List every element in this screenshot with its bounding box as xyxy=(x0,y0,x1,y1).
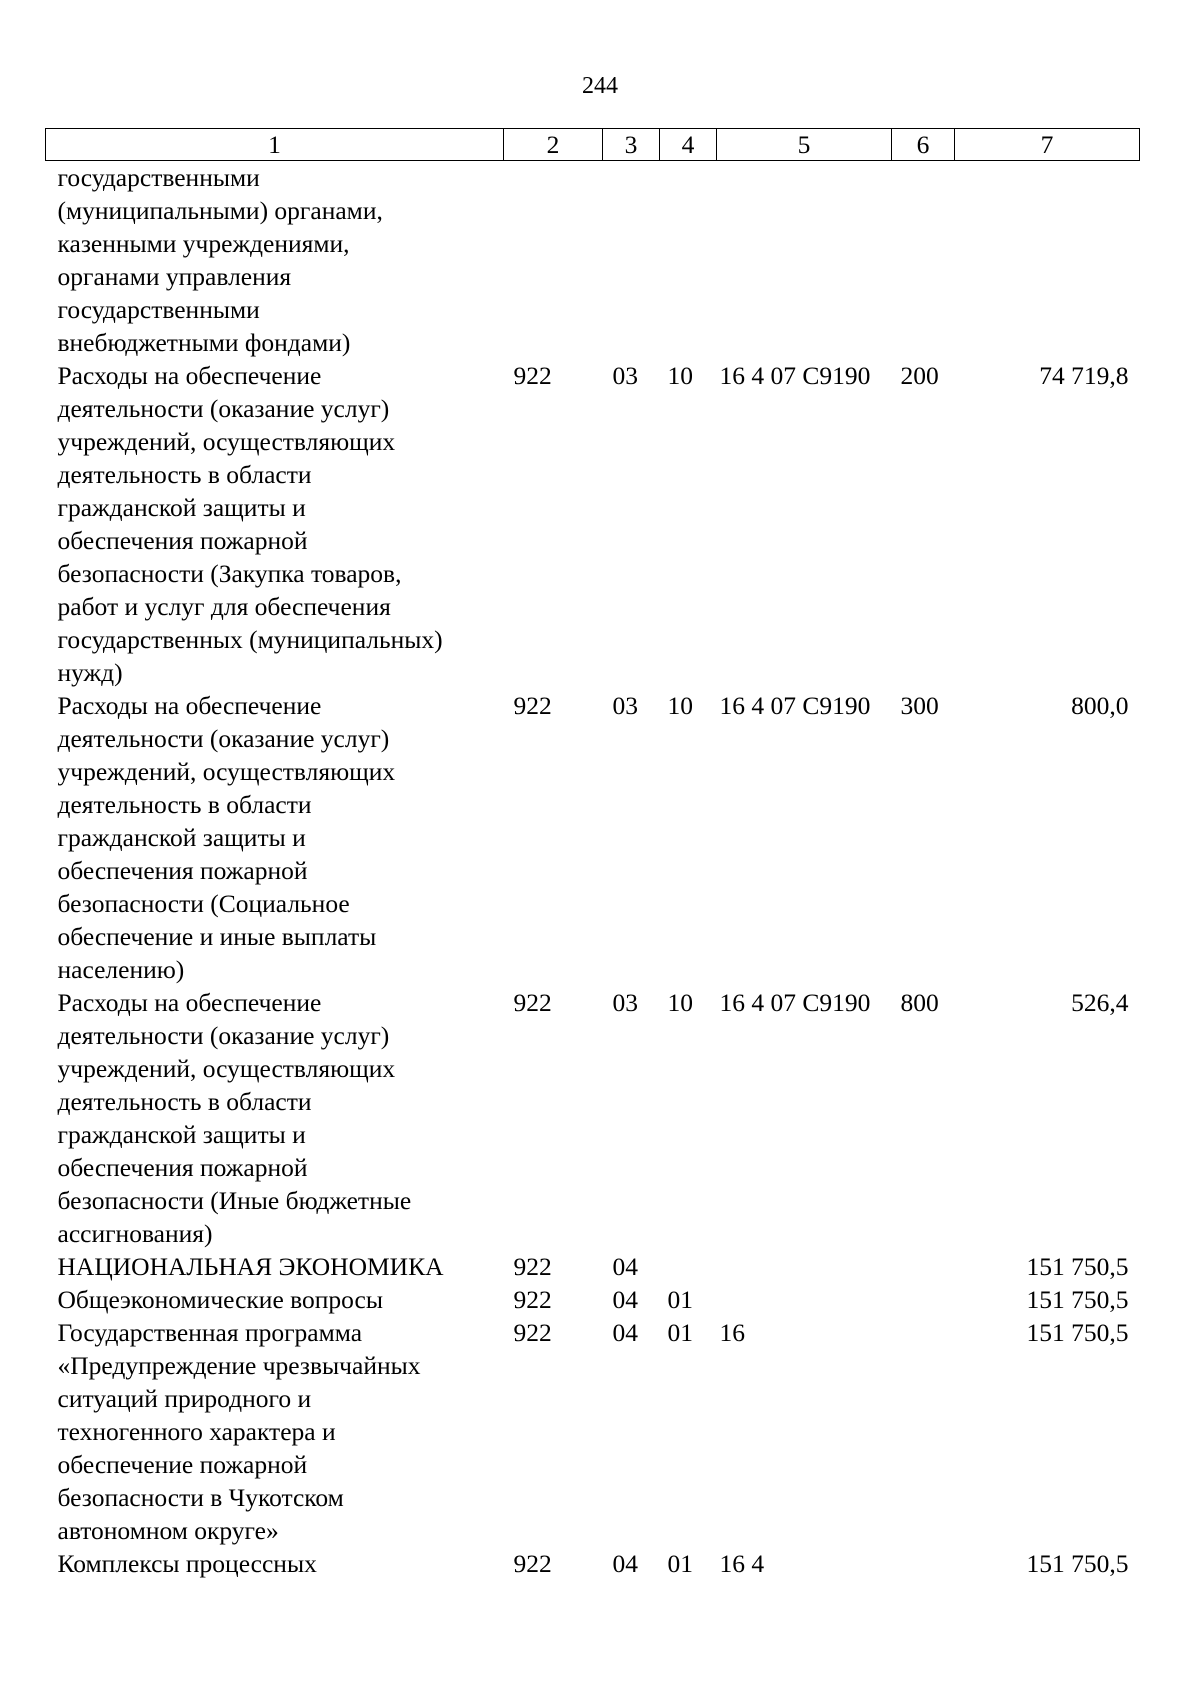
target-article-cell: 16 4 07 С9190 xyxy=(719,691,871,720)
amount-cell: 800,0 xyxy=(1071,691,1129,720)
item-name-line: безопасности (Закупка товаров, xyxy=(57,559,402,588)
subsection-code-cell: 10 xyxy=(667,361,693,390)
item-name-cell xyxy=(46,161,504,360)
item-name-line: деятельности (оказание услуг) xyxy=(57,394,390,423)
expense-type-cell xyxy=(892,1283,955,1316)
item-name-line: работ и услуг для обеспечения xyxy=(57,592,391,621)
subsection-code-cell: 01 xyxy=(667,1549,693,1578)
item-name-line: Расходы на обеспечение xyxy=(57,361,322,390)
section-code-cell: 04 xyxy=(612,1318,638,1347)
expense-type-cell xyxy=(892,1250,955,1283)
item-name-cell xyxy=(46,1283,504,1316)
target-article-cell: 16 4 07 С9190 xyxy=(719,988,871,1017)
item-name-line: нужд) xyxy=(57,658,123,687)
item-name-line: безопасности в Чукотском xyxy=(57,1483,344,1512)
expense-type-cell: 800 xyxy=(900,988,939,1017)
item-name-line: Расходы на обеспечение xyxy=(57,988,322,1017)
amount-cell: 526,4 xyxy=(1071,988,1129,1017)
target-article-cell xyxy=(717,1283,892,1316)
header-cell: 1 xyxy=(46,129,504,161)
item-name-cell xyxy=(46,1250,504,1283)
subsection-code-cell xyxy=(660,1250,717,1283)
table-row xyxy=(46,689,1140,986)
amount-cell: 151 750,5 xyxy=(1026,1549,1129,1578)
item-name-cell xyxy=(46,986,504,1250)
ministry-code-cell xyxy=(504,161,603,360)
ministry-code-cell: 922 xyxy=(513,1285,552,1314)
header-row xyxy=(46,129,1140,161)
item-name-line: деятельность в области xyxy=(57,790,312,819)
item-name-line: НАЦИОНАЛЬНАЯ ЭКОНОМИКА xyxy=(57,1252,444,1281)
table-row xyxy=(46,1250,1140,1283)
expense-type-cell: 300 xyxy=(900,691,939,720)
item-name-line: обеспечения пожарной xyxy=(57,1153,308,1182)
amount-cell xyxy=(955,161,1140,360)
item-name-line: учреждений, осуществляющих xyxy=(57,1054,396,1083)
section-code-cell: 03 xyxy=(612,691,638,720)
expense-type-cell xyxy=(892,161,955,360)
item-name-line: безопасности (Иные бюджетные xyxy=(57,1186,412,1215)
item-name-line: государственных (муниципальных) xyxy=(57,625,443,654)
item-name-line: гражданской защиты и xyxy=(57,493,306,522)
item-name-line: ситуаций природного и xyxy=(57,1384,312,1413)
target-article-cell xyxy=(717,1250,892,1283)
section-code-cell: 04 xyxy=(612,1285,638,1314)
expense-type-cell: 200 xyxy=(900,361,939,390)
table-body xyxy=(46,161,1140,1581)
subsection-code-cell: 01 xyxy=(667,1285,693,1314)
ministry-code-cell: 922 xyxy=(513,1318,552,1347)
item-name-line: казенными учреждениями, xyxy=(57,229,350,258)
ministry-code-cell: 922 xyxy=(513,691,552,720)
item-name-line: деятельности (оказание услуг) xyxy=(57,1021,390,1050)
table-row xyxy=(46,359,1140,689)
item-name-line: учреждений, осуществляющих xyxy=(57,427,396,456)
item-name-line: ассигнования) xyxy=(57,1219,213,1248)
page-number: 244 xyxy=(582,73,618,99)
expense-type-cell xyxy=(892,1316,955,1547)
header-cell: 2 xyxy=(504,129,603,161)
item-name-line: органами управления xyxy=(57,262,292,291)
item-name-line: автономном округе» xyxy=(57,1516,279,1545)
table-row xyxy=(46,1316,1140,1547)
subsection-code-cell: 01 xyxy=(667,1318,693,1347)
item-name-line: учреждений, осуществляющих xyxy=(57,757,396,786)
header-cell: 4 xyxy=(660,129,717,161)
item-name-cell xyxy=(46,359,504,689)
ministry-code-cell: 922 xyxy=(513,1549,552,1578)
item-name-line: деятельность в области xyxy=(57,460,312,489)
item-name-line: населению) xyxy=(57,955,185,984)
table-row xyxy=(46,986,1140,1250)
item-name-line: государственными xyxy=(57,295,260,324)
target-article-cell: 16 xyxy=(719,1318,745,1347)
table-row xyxy=(46,161,1140,360)
header-cell: 3 xyxy=(603,129,660,161)
item-name-line: Общеэкономические вопросы xyxy=(57,1285,383,1314)
section-code-cell: 04 xyxy=(612,1549,638,1578)
item-name-line: государственными xyxy=(57,163,260,192)
item-name-line: гражданской защиты и xyxy=(57,823,306,852)
item-name-line: Комплексы процессных xyxy=(57,1549,317,1578)
table-row xyxy=(46,1547,1140,1580)
ministry-code-cell: 922 xyxy=(513,988,552,1017)
target-article-cell: 16 4 xyxy=(719,1549,765,1578)
ministry-code-cell: 922 xyxy=(513,1252,552,1281)
target-article-cell xyxy=(717,161,892,360)
section-code-cell: 03 xyxy=(612,988,638,1017)
item-name-line: гражданской защиты и xyxy=(57,1120,306,1149)
item-name-line: Государственная программа xyxy=(57,1318,363,1347)
amount-cell: 151 750,5 xyxy=(1026,1285,1129,1314)
item-name-line: безопасности (Социальное xyxy=(57,889,350,918)
item-name-line: внебюджетными фондами) xyxy=(57,328,351,357)
item-name-cell xyxy=(46,1547,504,1580)
amount-cell: 74 719,8 xyxy=(1039,361,1129,390)
target-article-cell: 16 4 07 С9190 xyxy=(719,361,871,390)
table-row xyxy=(46,1283,1140,1316)
budget-table xyxy=(45,128,1140,1580)
expense-type-cell xyxy=(892,1547,955,1580)
subsection-code-cell: 10 xyxy=(667,691,693,720)
item-name-line: обеспечения пожарной xyxy=(57,526,308,555)
ministry-code-cell: 922 xyxy=(513,361,552,390)
item-name-line: деятельности (оказание услуг) xyxy=(57,724,390,753)
item-name-line: техногенного характера и xyxy=(57,1417,336,1446)
section-code-cell: 03 xyxy=(612,361,638,390)
item-name-line: Расходы на обеспечение xyxy=(57,691,322,720)
subsection-code-cell xyxy=(660,161,717,360)
section-code-cell: 04 xyxy=(612,1252,638,1281)
item-name-cell xyxy=(46,689,504,986)
item-name-line: деятельность в области xyxy=(57,1087,312,1116)
item-name-line: обеспечения пожарной xyxy=(57,856,308,885)
item-name-line: обеспечение и иные выплаты xyxy=(57,922,377,951)
header-cell: 7 xyxy=(955,129,1140,161)
item-name-cell xyxy=(46,1316,504,1547)
item-name-line: (муниципальными) органами, xyxy=(57,196,383,225)
header-cell: 5 xyxy=(717,129,892,161)
subsection-code-cell: 10 xyxy=(667,988,693,1017)
header-cell: 6 xyxy=(892,129,955,161)
item-name-line: обеспечение пожарной xyxy=(57,1450,308,1479)
amount-cell: 151 750,5 xyxy=(1026,1252,1129,1281)
section-code-cell xyxy=(603,161,660,360)
amount-cell: 151 750,5 xyxy=(1026,1318,1129,1347)
item-name-line: «Предупреждение чрезвычайных xyxy=(57,1351,421,1380)
